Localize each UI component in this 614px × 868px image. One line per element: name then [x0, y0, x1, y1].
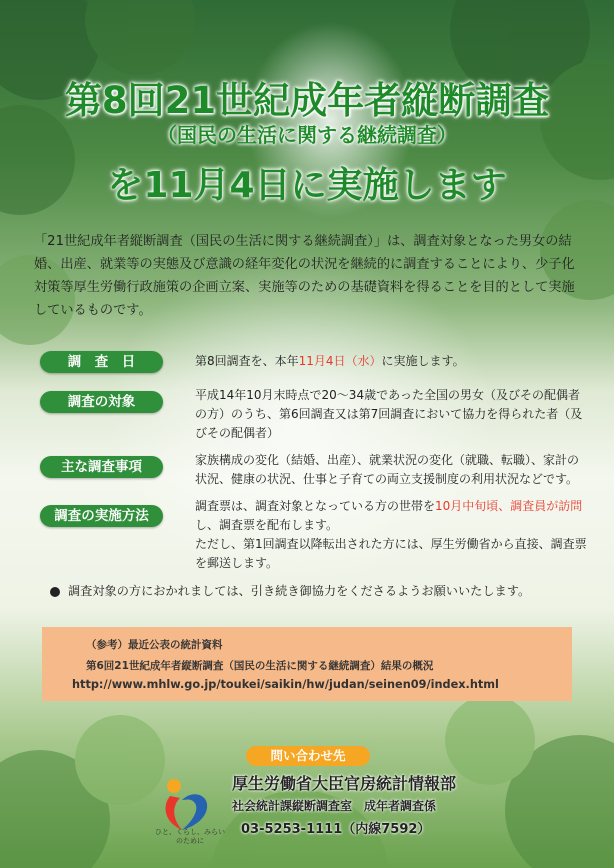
title-line-3: を11月4日に実施します	[107, 165, 507, 206]
contact-label: 問い合わせ先	[246, 746, 370, 766]
reference-title: 第6回21世紀成年者縦断調査（国民の生活に関する継続調査）結果の概況	[86, 660, 434, 672]
survey-date-label: 調 査 日	[40, 351, 163, 373]
survey-topics-text: 家族構成の変化（結婚、出産）、就業状況の変化（就職、転職）、家計の状況、健康の状況、仕事と子育ての両立支援制度の利用状況などです。	[195, 453, 580, 486]
survey-topics-label: 主な調査事項	[40, 456, 163, 478]
reference-heading: （参考）最近公表の統計資料	[86, 639, 223, 651]
survey-method-label: 調査の実施方法	[40, 505, 163, 527]
logo-caption: ひと、くらし、みらいのために	[155, 828, 225, 845]
phone-number: 03-5253-1111（内線7592）	[241, 822, 431, 837]
title-line-1: 第8回21世紀成年者縦断調査	[64, 79, 550, 122]
survey-date-text: 第8回調査を、本年11月4日（水）に実施します。	[195, 354, 465, 368]
title-line-2: （国民の生活に関する継続調査）	[157, 123, 457, 147]
bullet-icon	[50, 587, 60, 597]
cooperation-note: 調査対象の方におかれましては、引き続き御協力をくださるようお願いいたします。	[50, 582, 590, 599]
reference-url[interactable]: http://www.mhlw.go.jp/toukei/saikin/hw/judan/seinen09/index.html	[72, 678, 499, 691]
organization-name: 厚生労働省大臣官房統計情報部	[232, 774, 457, 793]
survey-target-text: 平成14年10月末時点で20～34歳であった全国の男女（及びその配偶者の方）のうち、第6回調査又は第7回調査において協力を得られた者（及びその配偶者）	[195, 388, 583, 440]
department-name: 社会統計課縦断調査室 成年者調査係	[232, 799, 437, 813]
survey-method-text: 調査票は、調査対象となっている方の世帯を10月中旬頃、調査員が訪問し、調査票を配布します。 ただし、第1回調査以降転出された方には、厚生労働省から直接、調査票を郵送します。	[195, 499, 587, 570]
reference-box	[42, 627, 572, 701]
survey-target-label: 調査の対象	[40, 391, 163, 413]
intro-paragraph: 「21世紀成年者縦断調査（国民の生活に関する継続調査）」は、調査対象となった男女の結婚、出産、就業等の実態及び意識の経年変化の状況を継続的に調査することにより、少子化対策等厚生労働行政施策の企画立案、実施等のための基礎資料を得ることを目的として実施しているものです。	[34, 234, 575, 318]
